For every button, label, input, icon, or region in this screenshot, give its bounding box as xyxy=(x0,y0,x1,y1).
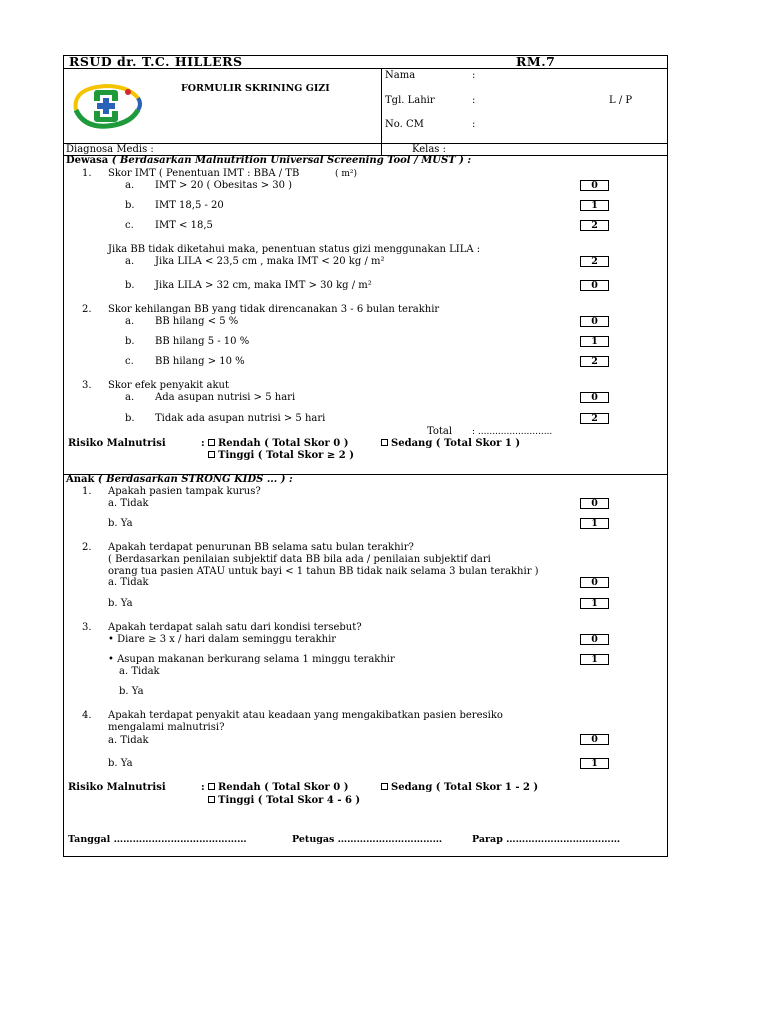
checkbox-icon xyxy=(208,796,215,803)
diagnosa-top-line xyxy=(63,143,668,144)
diagnosa-label: Diagnosa Medis : xyxy=(66,144,154,155)
dewasa-q3-a-score[interactable]: 0 xyxy=(580,392,609,403)
anak-q4-b: b. Ya xyxy=(108,758,133,769)
nama-colon: : xyxy=(472,70,476,81)
hospital-logo xyxy=(66,80,146,132)
no-cm-label: No. CM xyxy=(385,119,424,130)
anak-risk-high[interactable] xyxy=(208,795,360,807)
anak-q3-a: a. Tidak xyxy=(119,666,160,677)
anak-q2-a: a. Tidak xyxy=(108,577,149,588)
dewasa-q2-a-score[interactable]: 0 xyxy=(580,316,609,327)
anak-q3-text: Apakah terdapat salah satu dari kondisi tersebut? xyxy=(108,622,362,633)
rm-code: RM.7 xyxy=(516,54,556,69)
dewasa-q2-b-letter: b. xyxy=(125,336,135,347)
dewasa-q2-c-text: BB hilang > 10 % xyxy=(155,356,245,367)
anak-q2-a-score[interactable]: 0 xyxy=(580,577,609,588)
lila-a-score[interactable]: 2 xyxy=(580,256,609,267)
dewasa-q2-b-score[interactable]: 1 xyxy=(580,336,609,347)
dewasa-heading-italic: ( Berdasarkan Malnutrition Universal Screening Tool / MUST ) : xyxy=(108,155,472,166)
no-cm-colon: : xyxy=(472,119,476,130)
checkbox-icon xyxy=(208,451,215,458)
anak-q1-b-score[interactable]: 1 xyxy=(580,518,609,529)
dewasa-q2-number: 2. xyxy=(82,304,92,315)
dewasa-q1-number: 1. xyxy=(82,168,92,179)
anak-risk-colon: : xyxy=(201,782,205,793)
anak-q3-bullet2: • Asupan makanan berkurang selama 1 minggu terakhir xyxy=(108,654,395,665)
dewasa-q1-text: Skor IMT ( Penentuan IMT : BBA / TB xyxy=(108,168,300,179)
checkbox-icon xyxy=(381,783,388,790)
dewasa-q1-c-text: IMT < 18,5 xyxy=(155,220,213,231)
total-value[interactable]: : .......................... xyxy=(472,427,553,437)
checkbox-icon xyxy=(208,439,215,446)
dewasa-risk-label: Risiko Malnutrisi xyxy=(68,438,166,449)
anak-risk-high-label: Tinggi ( Total Skor 4 - 6 ) xyxy=(218,795,361,806)
dewasa-q3-b-score[interactable]: 2 xyxy=(580,413,609,424)
anak-heading-bold: Anak xyxy=(66,474,95,485)
dewasa-heading-bold: Dewasa xyxy=(66,155,109,166)
dewasa-risk-low[interactable] xyxy=(208,438,348,450)
tgl-lahir-label: Tgl. Lahir xyxy=(385,95,435,106)
anak-q3-b: b. Ya xyxy=(119,686,144,697)
anak-q1-text: Apakah pasien tampak kurus? xyxy=(108,486,261,497)
nama-label: Nama xyxy=(385,70,416,81)
tanggal-field[interactable]: Tanggal …………………………………… xyxy=(68,834,247,845)
anak-q4-a: a. Tidak xyxy=(108,735,149,746)
anak-q4-b-score[interactable]: 1 xyxy=(580,758,609,769)
dewasa-q1-c-score[interactable]: 2 xyxy=(580,220,609,231)
dewasa-q3-b-text: Tidak ada asupan nutrisi > 5 hari xyxy=(155,413,326,424)
dewasa-q1-a-score[interactable]: 0 xyxy=(580,180,609,191)
lila-a-text: Jika LILA < 23,5 cm , maka IMT < 20 kg / m² xyxy=(155,256,385,267)
dewasa-q2-c-score[interactable]: 2 xyxy=(580,356,609,367)
anak-heading xyxy=(66,474,293,486)
anak-q2-b: b. Ya xyxy=(108,598,133,609)
anak-q4-text: Apakah terdapat penyakit atau keadaan yang mengakibatkan pasien beresiko xyxy=(108,710,503,721)
dewasa-q2-a-letter: a. xyxy=(125,316,135,327)
anak-q3-number: 3. xyxy=(82,622,92,633)
anak-q1-a-score[interactable]: 0 xyxy=(580,498,609,509)
anak-q1-number: 1. xyxy=(82,486,92,497)
dewasa-q2-a-text: BB hilang < 5 % xyxy=(155,316,239,327)
dewasa-risk-low-label: Rendah ( Total Skor 0 ) xyxy=(218,438,349,449)
dewasa-q3-a-text: Ada asupan nutrisi > 5 hari xyxy=(155,392,296,403)
dewasa-q3-b-letter: b. xyxy=(125,413,135,424)
kelas-label: Kelas : xyxy=(412,144,446,155)
gender-field[interactable]: L / P xyxy=(609,95,633,106)
checkbox-icon xyxy=(208,783,215,790)
anak-q2-text: Apakah terdapat penurunan BB selama satu bulan terakhir? xyxy=(108,542,414,553)
dewasa-q3-number: 3. xyxy=(82,380,92,391)
anak-q1-a: a. Tidak xyxy=(108,498,149,509)
lila-b-score[interactable]: 0 xyxy=(580,280,609,291)
anak-q2-b-score[interactable]: 1 xyxy=(580,598,609,609)
dewasa-heading xyxy=(66,155,471,167)
lila-intro: Jika BB tidak diketahui maka, penentuan status gizi menggunakan LILA : xyxy=(108,244,481,255)
parap-field[interactable]: Parap ……………………………… xyxy=(472,834,621,845)
dewasa-q2-text: Skor kehilangan BB yang tidak direncanakan 3 - 6 bulan terakhir xyxy=(108,304,440,315)
dewasa-q1-unit: ( m²) xyxy=(335,169,358,179)
dewasa-risk-high[interactable] xyxy=(208,450,354,462)
anak-risk-label: Risiko Malnutrisi xyxy=(68,782,166,793)
anak-heading-italic: ( Berdasarkan STRONG KIDS ... ) : xyxy=(94,474,293,485)
anak-q1-b: b. Ya xyxy=(108,518,133,529)
dewasa-risk-high-label: Tinggi ( Total Skor ≥ 2 ) xyxy=(218,450,354,461)
total-label: Total xyxy=(427,426,453,437)
tgl-lahir-colon: : xyxy=(472,95,476,106)
anak-q2-note2: orang tua pasien ATAU untuk bayi < 1 tahun BB tidak naik selama 3 bulan terakhir ) xyxy=(108,566,539,577)
anak-q3-bullet1: • Diare ≥ 3 x / hari dalam seminggu terakhir xyxy=(108,634,337,645)
dewasa-q3-text: Skor efek penyakit akut xyxy=(108,380,229,391)
anak-q2-number: 2. xyxy=(82,542,92,553)
dewasa-q1-b-letter: b. xyxy=(125,200,135,211)
dewasa-q1-a-letter: a. xyxy=(125,180,135,191)
dewasa-risk-mid[interactable] xyxy=(381,438,520,450)
checkbox-icon xyxy=(381,439,388,446)
dewasa-risk-mid-label: Sedang ( Total Skor 1 ) xyxy=(391,438,521,449)
dewasa-q2-c-letter: c. xyxy=(125,356,134,367)
dewasa-q1-b-text: IMT 18,5 - 20 xyxy=(155,200,224,211)
anak-risk-low-label: Rendah ( Total Skor 0 ) xyxy=(218,782,349,793)
dewasa-q1-a-text: IMT > 20 ( Obesitas > 30 ) xyxy=(155,180,293,191)
anak-q2-note1: ( Berdasarkan penilaian subjektif data BB bila ada / penilaian subjektif dari xyxy=(108,554,491,565)
dewasa-q1-b-score[interactable]: 1 xyxy=(580,200,609,211)
dewasa-q1-c-letter: c. xyxy=(125,220,134,231)
hospital-name: RSUD dr. T.C. HILLERS xyxy=(69,54,243,69)
anak-risk-low[interactable] xyxy=(208,782,348,794)
anak-risk-mid-label: Sedang ( Total Skor 1 - 2 ) xyxy=(391,782,539,793)
anak-q4-text2: mengalami malnutrisi? xyxy=(108,722,225,733)
anak-q4-a-score[interactable]: 0 xyxy=(580,734,609,745)
anak-q3-bullet2-score[interactable]: 1 xyxy=(580,654,609,665)
lila-b-text: Jika LILA > 32 cm, maka IMT > 30 kg / m² xyxy=(155,280,372,291)
kelas-divider xyxy=(381,143,382,155)
anak-q3-bullet1-score[interactable]: 0 xyxy=(580,634,609,645)
anak-risk-mid[interactable] xyxy=(381,782,538,794)
lila-b-letter: b. xyxy=(125,280,135,291)
form-title: FORMULIR SKRINING GIZI xyxy=(181,83,330,94)
patient-box-divider xyxy=(381,68,382,143)
lila-a-letter: a. xyxy=(125,256,135,267)
petugas-field[interactable]: Petugas …………………………… xyxy=(292,834,443,845)
dewasa-q2-b-text: BB hilang 5 - 10 % xyxy=(155,336,250,347)
anak-q4-number: 4. xyxy=(82,710,92,721)
dewasa-q3-a-letter: a. xyxy=(125,392,135,403)
dewasa-risk-colon: : xyxy=(201,438,205,449)
